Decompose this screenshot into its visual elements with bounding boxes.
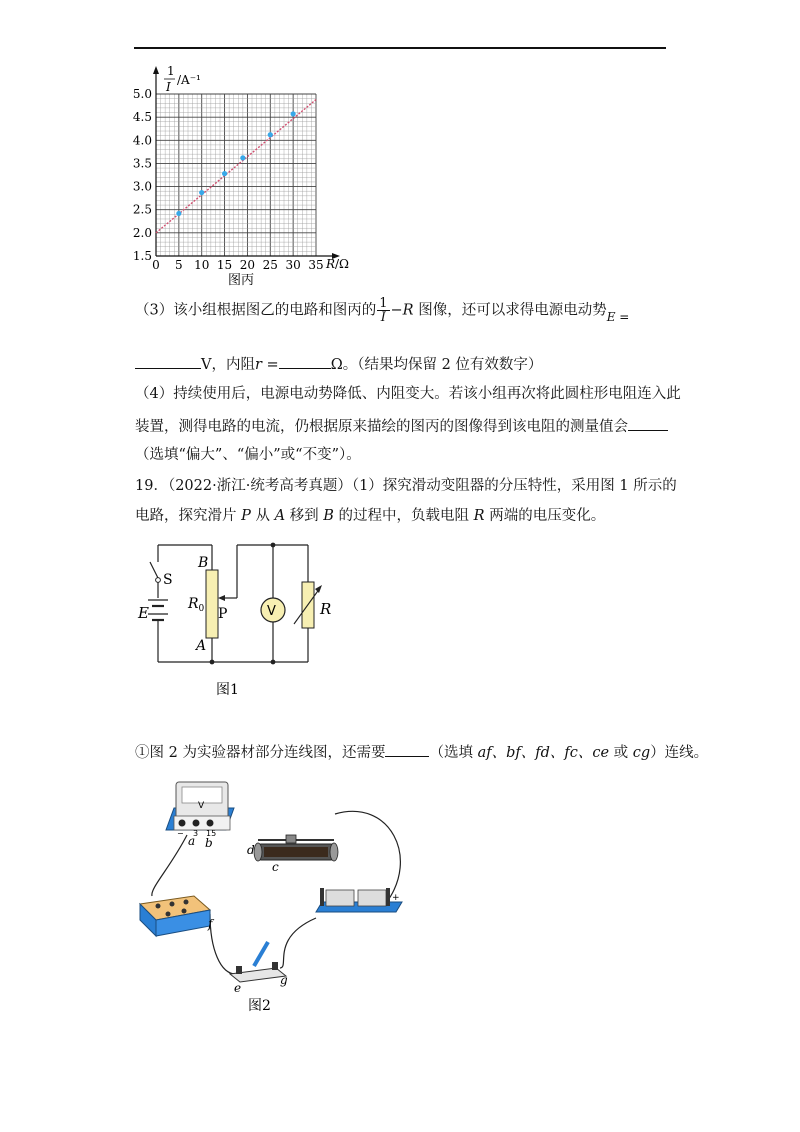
y-label-unit: /A⁻¹ [177, 73, 201, 87]
q3-line1 [135, 297, 695, 324]
fig2-caption: 图2 [248, 998, 271, 1014]
y-tick-label: 2.0 [132, 225, 152, 240]
q19-1-line: ①图 2 为实验器材部分连线图，还需要 （选填 af、bf、fd、fc、ce 或 cg）连线。 [135, 740, 695, 764]
x-tick-label: 35 [308, 258, 324, 272]
x-tick-label: 15 [216, 258, 233, 272]
label-a: a [188, 834, 196, 848]
label-r0: $R_0$ [188, 596, 205, 614]
circuit-diagram-fig1 [130, 540, 330, 700]
answer-blank-resistance[interactable] [279, 352, 331, 369]
q3-e-label: E = [606, 309, 630, 324]
q19-line1: 19．（2022·浙江·统考高考真题）（1）探究滑动变阻器的分压特性，采用图 1 所示的 [135, 478, 677, 494]
y-tick-label: 4.5 [132, 110, 152, 125]
answer-blank-wiring[interactable] [385, 740, 429, 757]
x-axis-label [325, 257, 349, 271]
top-rule [134, 47, 666, 49]
terminal-15 [207, 820, 214, 827]
q3-prefix: （3）该小组根据图乙的电路和图丙的 [135, 302, 377, 319]
x-tick-label: 30 [285, 258, 301, 272]
label-d: d [247, 843, 255, 857]
y-tick-label: 4.0 [132, 133, 152, 148]
q3-line2 [135, 352, 695, 376]
switch-pivot [156, 578, 161, 583]
data-point [291, 111, 296, 116]
y-tick-label: 3.0 [132, 179, 152, 194]
battery-holder [316, 888, 402, 912]
label-g: g [280, 973, 288, 987]
rheostat-device [247, 835, 338, 874]
label-f: f [208, 917, 213, 931]
label-switch: S [163, 572, 173, 588]
y-axis-arrow [153, 66, 159, 74]
slider-arrow [218, 595, 225, 601]
q3-after: 图像，还可以求得电源电动势 [413, 302, 607, 319]
data-point [268, 132, 273, 137]
terminal-3 [193, 820, 200, 827]
label-c: c [272, 860, 279, 874]
label-voltmeter: V [267, 604, 276, 619]
q4-line2: 装置，测得电路的电流，仍根据原来描绘的图丙的图像得到该电阻的测量值会 [135, 414, 695, 438]
y-label-den: I [166, 80, 171, 94]
svg-text:15: 15 [206, 829, 217, 838]
label-emf: E [138, 604, 149, 622]
terminal-minus [179, 820, 186, 827]
x-label-var: R [326, 257, 336, 271]
junction-dot [271, 660, 276, 665]
q3-minus-r: −R [390, 302, 414, 319]
x-tick-label: 10 [194, 258, 210, 272]
apparatus-diagram-fig2 [130, 778, 420, 1018]
label-p: P [218, 606, 228, 622]
chart-caption: 图丙 [228, 273, 255, 288]
label-a: A [196, 638, 207, 654]
voltmeter-device [166, 782, 234, 850]
data-point [222, 171, 227, 176]
x-tick-label: 20 [239, 258, 256, 272]
data-point [240, 155, 245, 160]
label-r: R [320, 600, 332, 618]
y-tick-label: 3.5 [132, 156, 152, 171]
answer-blank-emf[interactable] [135, 352, 201, 369]
chart-grid [156, 94, 316, 256]
switch-blade [150, 562, 158, 578]
knife-switch [230, 942, 288, 995]
svg-text:+: + [392, 893, 400, 903]
label-e: e [234, 981, 242, 995]
x-label-unit: /Ω [335, 257, 349, 271]
label-b: b [205, 836, 213, 850]
junction-dot [271, 543, 276, 548]
resistor-box [140, 896, 215, 936]
graph-figure-bing [120, 58, 360, 290]
data-point [199, 190, 204, 195]
q19-line2: 电路，探究滑片 P 从 A 移到 B 的过程中，负载电阻 R 两端的电压变化。 [135, 508, 606, 524]
q3-tail: Ω。（结果均保留 2 位有效数字） [330, 357, 543, 373]
q3-r-label: r = [254, 357, 279, 373]
chart-axes [153, 66, 340, 259]
svg-text:3: 3 [193, 829, 199, 838]
x-tick-label: 0 [152, 258, 160, 272]
answer-blank-measurement[interactable] [628, 414, 668, 431]
y-label-num: 1 [167, 64, 175, 78]
x-tick-label: 25 [262, 258, 278, 272]
q3-unit-v: V，内阻 [201, 357, 255, 373]
rheostat-r0 [206, 570, 218, 638]
y-tick-label: 2.5 [132, 202, 152, 217]
q4-line1: （4）持续使用后，电源电动势降低、内阻变大。若该小组再次将此圆柱形电阻连入此 [135, 386, 681, 402]
fig1-caption: 图1 [216, 682, 239, 698]
meter-v-label: V [198, 801, 205, 811]
x-tick-label: 5 [175, 258, 183, 272]
y-tick-label: 1.5 [132, 249, 152, 263]
q3-fraction: $\frac{1}{I}$ [379, 296, 388, 325]
y-axis-label [164, 64, 201, 94]
data-point [176, 211, 181, 216]
q4-line3: （选填“偏大”、“偏小”或“不变”）。 [135, 447, 361, 463]
y-tick-label: 5.0 [132, 87, 152, 101]
junction-dot [210, 660, 215, 665]
svg-text:−: − [177, 829, 184, 838]
label-b: B [198, 555, 209, 571]
